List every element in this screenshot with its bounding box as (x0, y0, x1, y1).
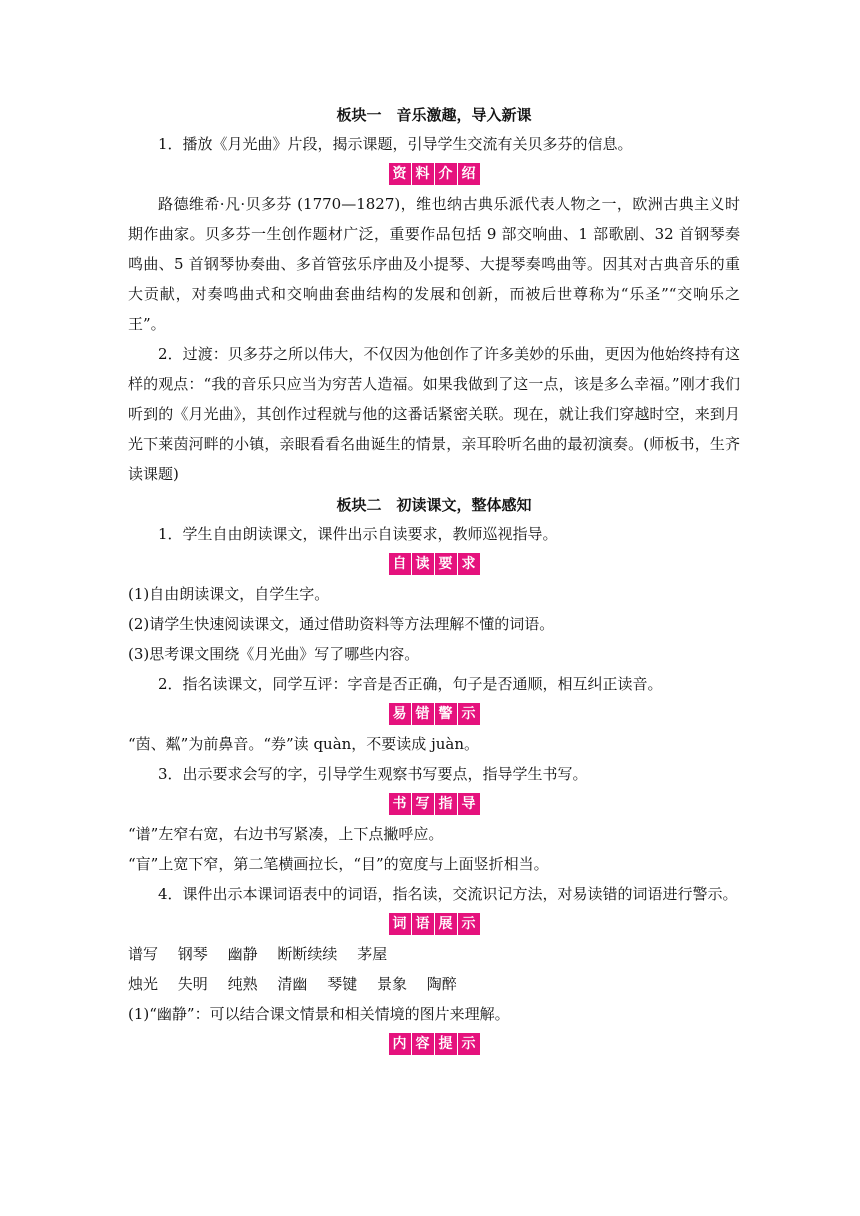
badge-char: 料 (412, 163, 434, 185)
vocab-word: 茅屋 (357, 945, 388, 963)
badge-char: 错 (412, 703, 434, 725)
vocab-word: 琴键 (327, 975, 358, 993)
badge-char: 资 (389, 163, 411, 185)
requirement-2: (2)请学生快速阅读课文，通过借助资料等方法理解不懂的词语。 (128, 615, 555, 633)
badge-char: 读 (412, 553, 434, 575)
badge-char: 示 (458, 1033, 480, 1055)
badge-char: 导 (458, 793, 480, 815)
section2-item2: 2．指名读课文，同学互评：字音是否正确，句子是否通顺，相互纠正读音。 (158, 675, 663, 693)
badge-char: 词 (389, 913, 411, 935)
badge-char: 容 (412, 1033, 434, 1055)
badge-warning (128, 699, 740, 729)
requirement-1: (1)自由朗读课文，自学生字。 (128, 585, 330, 603)
vocab-word: 清幽 (277, 975, 308, 993)
vocab-word: 陶醉 (426, 975, 457, 993)
vocab-word: 断断续续 (277, 945, 338, 963)
pronunciation-warning: “茵、粼”为前鼻音。“券”读 quàn，不要读成 juàn。 (128, 735, 479, 753)
badge-char: 示 (458, 703, 480, 725)
vocabulary-row-1 (128, 939, 740, 969)
badge-char: 求 (458, 553, 480, 575)
document-body (128, 101, 740, 1059)
badge-char: 展 (435, 913, 457, 935)
badge-info (128, 159, 740, 189)
section1-item2: 2．过渡：贝多芬之所以伟大，不仅因为他创作了许多美妙的乐曲，更因为他始终持有这样的观点：“我的音乐只应当为穷苦人造福。如果我做到了这一点，该是多么幸福。”刚才我们听到的《月光曲》，其创作过程就与他的这番话紧密关联。现在，就让我们穿越时空，来到月光下莱茵河畔的小镇，亲眼看看名曲诞生的情景，亲耳聆听名曲的最初演奏。(师板书，生齐读课题) (128, 345, 740, 483)
badge-char: 介 (435, 163, 457, 185)
section2-title: 板块二 初读课文，整体感知 (336, 496, 532, 514)
badge-char: 要 (435, 553, 457, 575)
badge-char: 示 (458, 913, 480, 935)
badge-content-hint (128, 1029, 740, 1059)
writing-guide-1: “谱”左窄右宽，右边书写紧凑，上下点撇呼应。 (128, 825, 444, 843)
badge-writing (128, 789, 740, 819)
badge-char: 自 (389, 553, 411, 575)
badge-char: 警 (435, 703, 457, 725)
badge-char: 书 (389, 793, 411, 815)
section2-item3: 3．出示要求会写的字，引导学生观察书写要点，指导学生书写。 (158, 765, 588, 783)
vocab-word: 谱写 (128, 945, 159, 963)
badge-char: 写 (412, 793, 434, 815)
requirement-3: (3)思考课文围绕《月光曲》写了哪些内容。 (128, 645, 420, 663)
section1-title: 板块一 音乐激趣，导入新课 (336, 106, 532, 124)
writing-guide-2: “盲”上宽下窄，第二笔横画拉长，“目”的宽度与上面竖折相当。 (128, 855, 549, 873)
info-paragraph: 路德维希·凡·贝多芬 (1770—1827)，维也纳古典乐派代表人物之一，欧洲古典主义时期作曲家。贝多芬一生创作题材广泛，重要作品包括 9 部交响曲、1 部歌剧、32 首钢琴奏鸣曲、5 首钢琴协奏曲、多首管弦乐序曲及小提琴、大提琴奏鸣曲等。因其对古典音乐的重大贡献，对奏鸣曲式和交响曲套曲结构的发展和创新，而被后世尊称为“乐圣”“交响乐之王”。 (128, 195, 740, 333)
badge-vocabulary (128, 909, 740, 939)
badge-char: 绍 (458, 163, 480, 185)
word-explanation-1: (1)“幽静”：可以结合课文情景和相关情境的图片来理解。 (128, 1005, 510, 1023)
section1-item1: 1．播放《月光曲》片段，揭示课题，引导学生交流有关贝多芬的信息。 (158, 135, 633, 153)
vocab-word: 钢琴 (177, 945, 208, 963)
section2-item4: 4．课件出示本课词语表中的词语，指名读，交流识记方法，对易读错的词语进行警示。 (158, 885, 738, 903)
badge-char: 易 (389, 703, 411, 725)
badge-self-reading (128, 549, 740, 579)
badge-char: 内 (389, 1033, 411, 1055)
badge-char: 指 (435, 793, 457, 815)
section2-item1: 1．学生自由朗读课文，课件出示自读要求，教师巡视指导。 (158, 525, 558, 543)
vocab-word: 幽静 (227, 945, 258, 963)
vocab-word: 纯熟 (227, 975, 258, 993)
vocabulary-row-2 (128, 969, 740, 999)
vocab-word: 烛光 (128, 975, 159, 993)
badge-char: 提 (435, 1033, 457, 1055)
vocab-word: 失明 (177, 975, 208, 993)
vocab-word: 景象 (376, 975, 407, 993)
badge-char: 语 (412, 913, 434, 935)
